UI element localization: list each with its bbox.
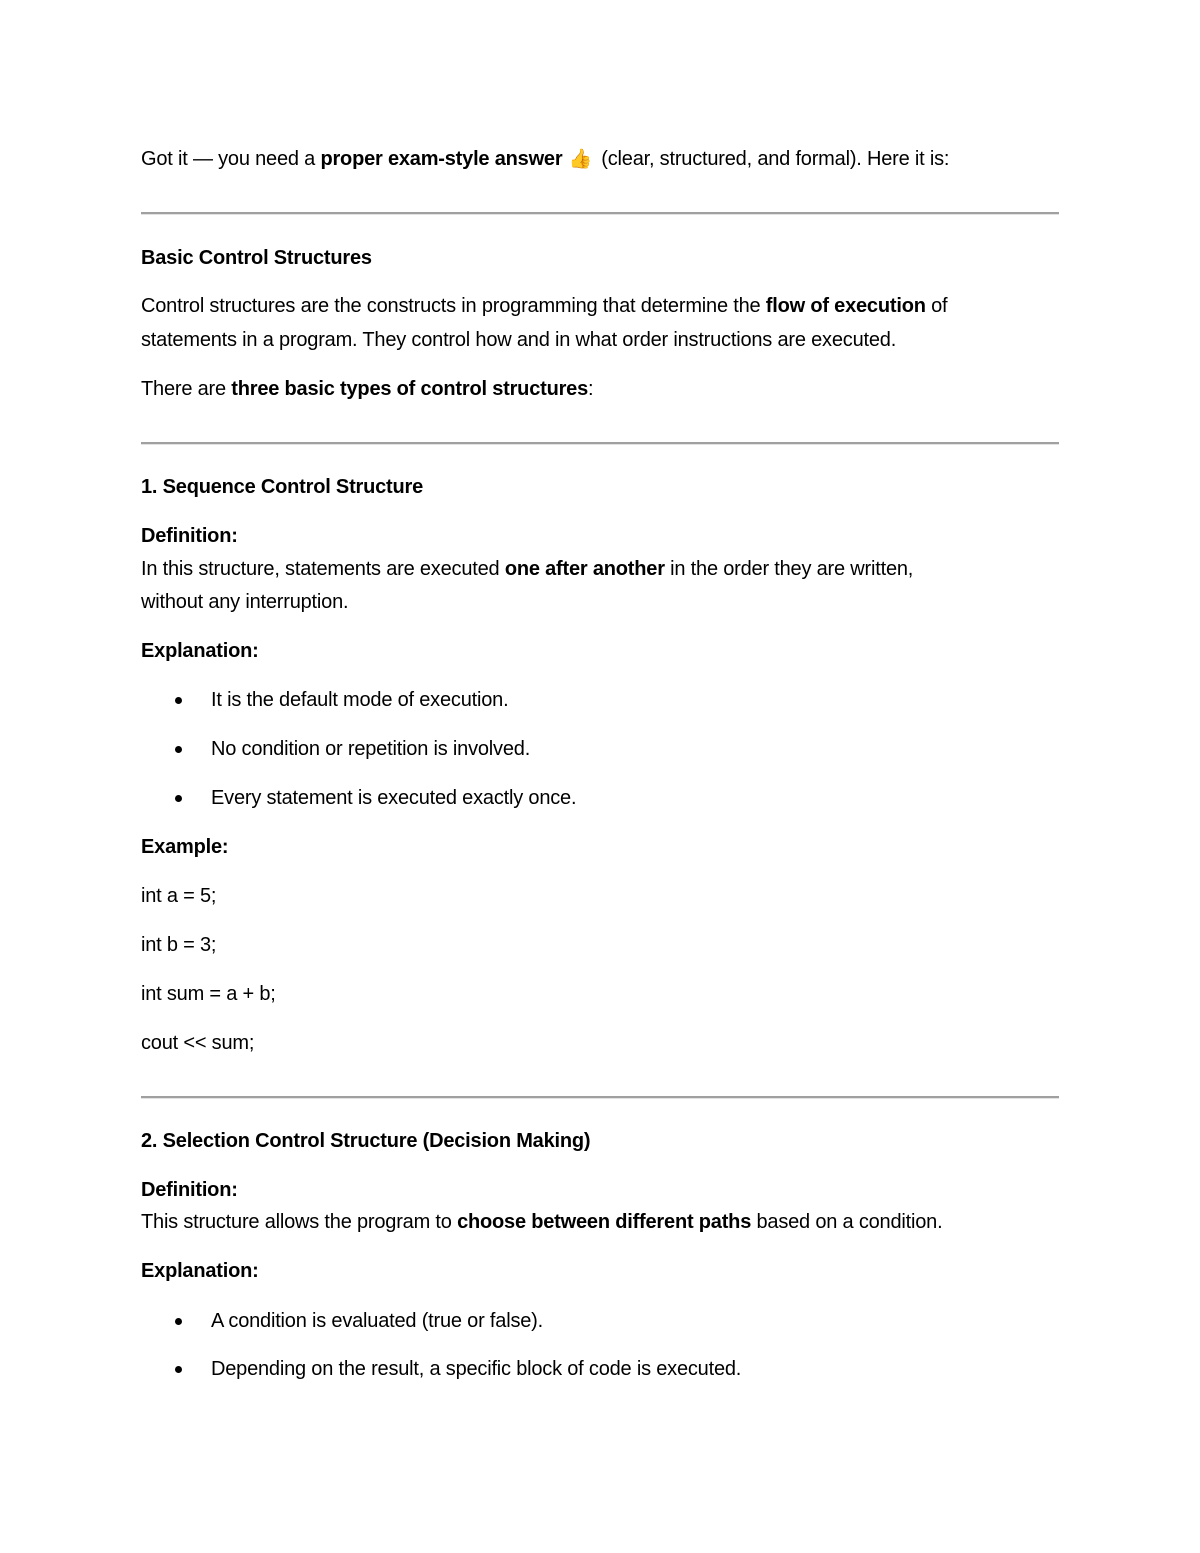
definition-text-end: in the order they are written, xyxy=(664,558,914,580)
description-bold: flow of execution xyxy=(765,295,926,317)
selection-definition-label: Definition: xyxy=(141,1179,238,1201)
list-item: Every statement is executed exactly once. xyxy=(211,787,577,809)
sequence-explanation-label: Explanation: xyxy=(141,640,259,662)
sequence-definition-line-1 xyxy=(141,556,913,582)
selection-heading: 2. Selection Control Structure (Decision Making) xyxy=(141,1130,591,1152)
bullet-icon xyxy=(175,697,182,704)
types-text: There are xyxy=(141,378,232,400)
types-bold: three basic types of control structures xyxy=(231,378,589,400)
code-line: int a = 5; xyxy=(141,885,217,907)
description-line-1 xyxy=(141,293,947,319)
document-page xyxy=(141,0,1059,1553)
horizontal-rule xyxy=(141,1096,1059,1099)
horizontal-rule xyxy=(141,212,1059,215)
definition-text: In this structure, statements are executed xyxy=(141,558,505,580)
sequence-definition-label: Definition: xyxy=(141,525,238,547)
intro-text-start: Got it — you need a xyxy=(141,148,321,170)
code-line: int sum = a + b; xyxy=(141,983,276,1005)
definition-bold: one after another xyxy=(504,558,665,580)
example-label: Example: xyxy=(141,836,229,858)
horizontal-rule xyxy=(141,442,1059,445)
list-item: It is the default mode of execution. xyxy=(211,689,509,711)
bullet-icon xyxy=(175,1366,182,1373)
code-line: cout << sum; xyxy=(141,1032,255,1054)
types-paragraph xyxy=(141,376,593,402)
selection-definition-text xyxy=(141,1209,942,1235)
selection-explanation-label: Explanation: xyxy=(141,1260,259,1282)
bullet-icon xyxy=(175,795,182,802)
list-item: Depending on the result, a specific block of code is executed. xyxy=(211,1358,742,1380)
definition-text: This structure allows the program to xyxy=(141,1211,458,1233)
description-text: Control structures are the constructs in programming that determine the xyxy=(141,295,766,317)
thumbs-up-icon: 👍 xyxy=(568,149,592,170)
bullet-icon xyxy=(175,746,182,753)
section-title: Basic Control Structures xyxy=(141,247,372,269)
intro-text-end: (clear, structured, and formal). Here it is: xyxy=(595,148,950,170)
sequence-definition-line-2: without any interruption. xyxy=(141,591,349,613)
list-item: No condition or repetition is involved. xyxy=(211,738,531,760)
code-line: int b = 3; xyxy=(141,934,217,956)
list-item: A condition is evaluated (true or false). xyxy=(211,1310,543,1332)
definition-bold: choose between different paths xyxy=(457,1211,752,1233)
intro-paragraph xyxy=(141,146,949,173)
intro-bold-phrase: proper exam-style answer xyxy=(320,148,563,170)
sequence-heading: 1. Sequence Control Structure xyxy=(141,476,424,498)
bullet-icon xyxy=(175,1318,182,1325)
types-colon: : xyxy=(588,378,594,400)
definition-text-end: based on a condition. xyxy=(751,1211,943,1233)
description-text-end: of xyxy=(925,295,948,317)
description-line-2: statements in a program. They control how and in what order instructions are executed. xyxy=(141,329,897,351)
